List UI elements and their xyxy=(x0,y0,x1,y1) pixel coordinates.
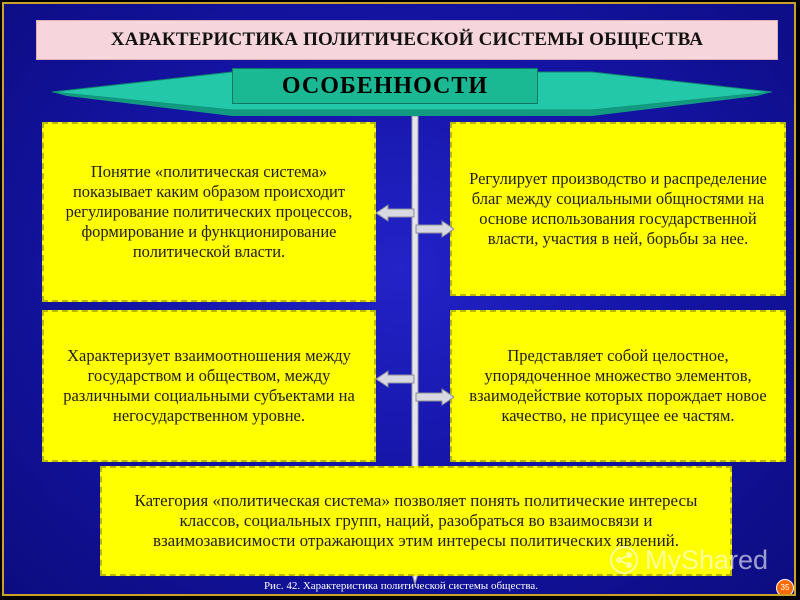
feature-text-top-left: Понятие «политическая система» показывает каким образом происходит регулирование политических процессов, формирование и функционирование политической власти. xyxy=(65,162,353,261)
feature-box-top-left xyxy=(42,122,376,302)
feature-text-middle-right: Представляет собой целостное, упорядоченное множество элементов, взаимодействие которых порождает новое качество, не присущее ее частям. xyxy=(469,346,767,425)
arrow-left-icon xyxy=(376,204,416,222)
feature-box-middle-left xyxy=(42,310,376,462)
feature-text-top-right: Регулирует производство и распределение благ между социальными общностями на основе использования государственной власти, участия в ней, борьбы за нее. xyxy=(469,169,767,248)
feature-text-bottom: Категория «политическая система» позволяет понять политические интересы классов, социальных групп, наций, разобраться во взаимосвязи и взаимозависимости отражающих этим интересы политических явлений. xyxy=(134,491,698,550)
arrow-right-icon xyxy=(414,220,454,238)
slide-title: ХАРАКТЕРИСТИКА ПОЛИТИЧЕСКОЙ СИСТЕМЫ ОБЩЕСТВА xyxy=(36,20,778,60)
arrow-left-icon xyxy=(376,370,416,388)
watermark-text: MyShared xyxy=(645,544,769,575)
section-header: ОСОБЕННОСТИ xyxy=(232,68,538,104)
figure-caption: Рис. 42. Характеристика политической системы общества. xyxy=(263,580,539,592)
watermark-logo-icon xyxy=(609,545,639,575)
feature-box-top-right xyxy=(450,122,786,296)
feature-text-middle-left: Характеризует взаимоотношения между государством и обществом, между различными социальными субъектами на негосударственном уровне. xyxy=(63,346,355,425)
arrow-right-icon xyxy=(414,388,454,406)
page-number-badge: 35 xyxy=(776,579,794,596)
watermark xyxy=(609,540,768,580)
feature-box-middle-right xyxy=(450,310,786,462)
slide-canvas xyxy=(2,2,796,596)
